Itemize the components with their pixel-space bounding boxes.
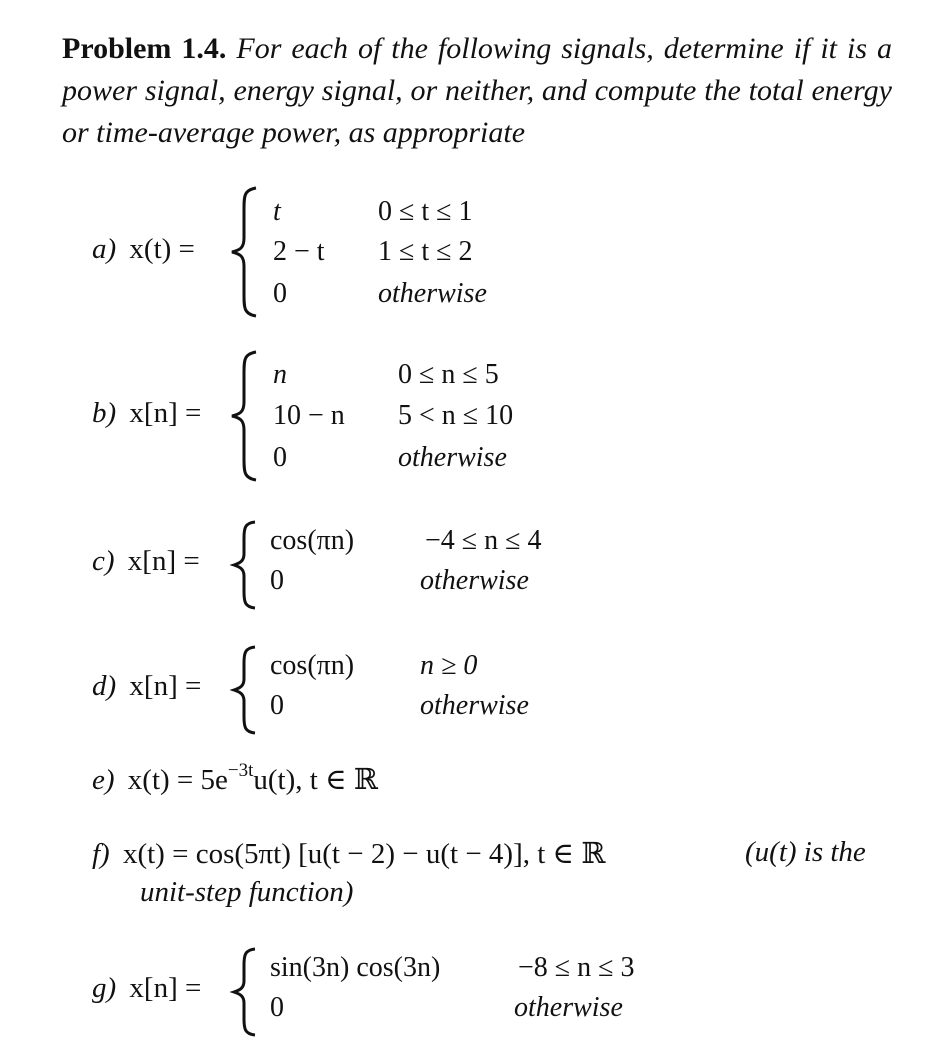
item-b-label: b) [92,397,117,429]
item-f-note: (u(t) is the [745,836,866,868]
problem-statement [62,28,892,154]
item-e-expr-base: x(t) = 5e [127,764,228,796]
item-g-brace [230,947,260,1037]
item-b-brace [228,350,262,482]
item-g-row2-cond: otherwise [514,992,623,1023]
item-a-lhs: x(t) = [129,233,195,265]
item-b-row1-cond: 0 ≤ n ≤ 5 [398,359,499,390]
item-d-row1-cond: n ≥ 0 [420,650,478,681]
item-g-lhs: x[n] = [129,972,202,1004]
item-c-brace [230,520,260,610]
item-c-lhs: x[n] = [127,545,200,577]
item-c-row1-expr: cos(πn) [270,525,355,556]
item-g-label: g) [92,972,117,1004]
item-d-lhs: x[n] = [129,670,202,702]
item-c-label: c) [92,545,115,577]
item-e-exponent: −3t [227,760,254,781]
item-b-row1-expr: n [273,359,287,390]
item-g-row2-expr: 0 [270,992,284,1023]
item-c-row2-expr: 0 [270,565,284,596]
item-b-lhs: x[n] = [129,397,202,429]
problem-heading: Problem 1.4. [62,32,227,65]
item-c-row1-cond: −4 ≤ n ≤ 4 [425,525,542,556]
item-f-expr: x(t) = cos(5πt) [u(t − 2) − u(t − 4)], t ∈ ℝ [122,838,606,870]
item-f-note-cont: unit-step function) [140,876,354,908]
item-g-row1-expr: sin(3n) cos(3n) [270,952,441,983]
item-d-row1-expr: cos(πn) [270,650,355,681]
item-b-row2-expr: 10 − n [273,400,345,431]
item-b-row3-cond: otherwise [398,442,507,473]
item-a-label: a) [92,233,117,265]
item-a-brace [228,186,262,318]
item-b-row3-expr: 0 [273,442,287,473]
item-a-row1-expr: t [273,196,281,227]
item-a-row3-cond: otherwise [378,278,487,309]
item-b-row2-cond: 5 < n ≤ 10 [398,400,514,431]
item-d-brace [230,645,260,735]
item-e-label: e) [92,764,115,796]
item-d-label: d) [92,670,117,702]
item-e [92,762,378,797]
item-a-row2-expr: 2 − t [273,236,325,267]
item-a-row2-cond: 1 ≤ t ≤ 2 [378,236,473,267]
problem-body: For each of the following signals, determine if it is a power signal, energy signal, or neither, and compute the total energy or time-average power, as appropriate [62,32,892,149]
item-a-row1-cond: 0 ≤ t ≤ 1 [378,196,473,227]
item-f-label: f) [92,838,110,870]
item-f [92,836,605,871]
item-g-row1-cond: −8 ≤ n ≤ 3 [518,952,635,983]
item-a-row3-expr: 0 [273,278,287,309]
item-d-row2-expr: 0 [270,690,284,721]
item-e-expr-tail: u(t), t ∈ ℝ [253,764,378,796]
item-d-row2-cond: otherwise [420,690,529,721]
item-c-row2-cond: otherwise [420,565,529,596]
